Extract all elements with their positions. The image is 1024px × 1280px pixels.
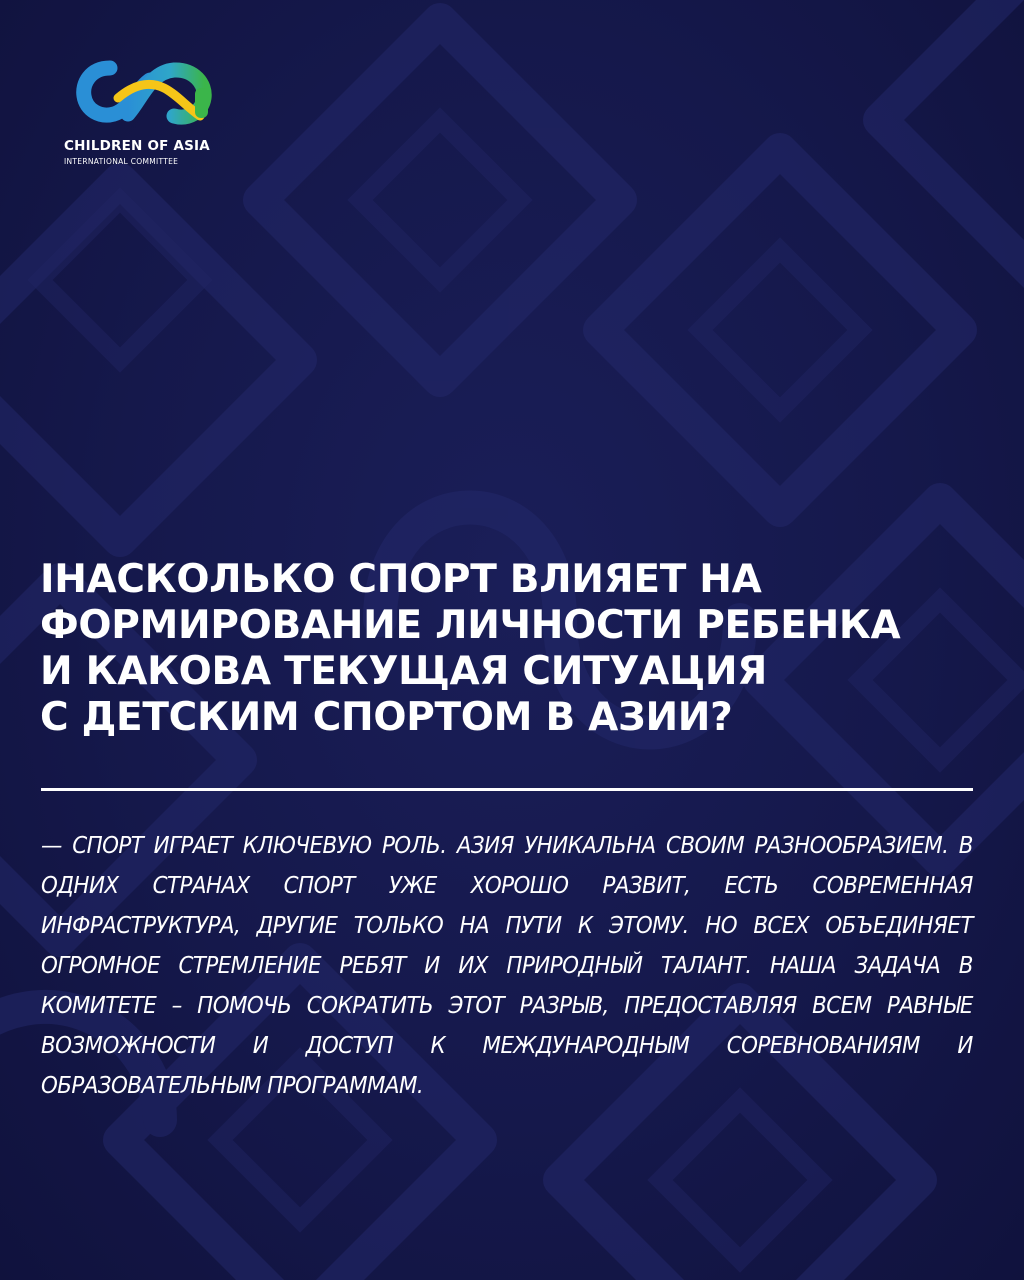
headline (40, 557, 1000, 741)
logo-infinity-icon (76, 58, 214, 128)
body-text: — СПОРТ ИГРАЕТ КЛЮЧЕВУЮ РОЛЬ. АЗИЯ УНИКАЛЬНА СВОИМ РАЗНООБРАЗИЕМ. В ОДНИХ СТРАНАХ СПОРТ УЖЕ ХОРОШО РАЗВИТ, ЕСТЬ СОВРЕМЕННАЯ ИНФРАСТРУКТУРА, ДРУГИЕ ТОЛЬКО НА ПУТИ К ЭТОМУ. НО ВСЕХ ОБЪЕДИНЯЕТ ОГРОМНОЕ СТРЕМЛЕНИЕ РЕБЯТ И ИХ ПРИРОДНЫЙ ТАЛАНТ. НАША ЗАДАЧА В КОМИТЕТЕ – ПОМОЧЬ СОКРАТИТЬ ЭТОТ РАЗРЫВ, ПРЕДОСТАВЛЯЯ ВСЕМ РАВНЫЕ ВОЗМОЖНОСТИ И ДОСТУП К МЕЖДУНАРОДНЫМ СОРЕВНОВАНИЯМ И ОБРАЗОВАТЕЛЬНЫМ ПРОГРАММАМ. (41, 833, 973, 1099)
headline-line: И КАКОВА ТЕКУЩАЯ СИТУАЦИЯ (40, 649, 767, 694)
headline-line: ІНАСКОЛЬКО СПОРТ ВЛИЯЕТ НА (40, 557, 762, 602)
logo (62, 58, 232, 166)
divider-line (41, 788, 973, 791)
headline-line: С ДЕТСКИМ СПОРТОМ В АЗИИ? (40, 695, 733, 740)
headline-line: ФОРМИРОВАНИЕ ЛИЧНОСТИ РЕБЕНКА (40, 603, 901, 648)
logo-subtitle: INTERNATIONAL COMMITTEE (64, 157, 179, 166)
logo-name: CHILDREN OF ASIA (64, 138, 210, 154)
